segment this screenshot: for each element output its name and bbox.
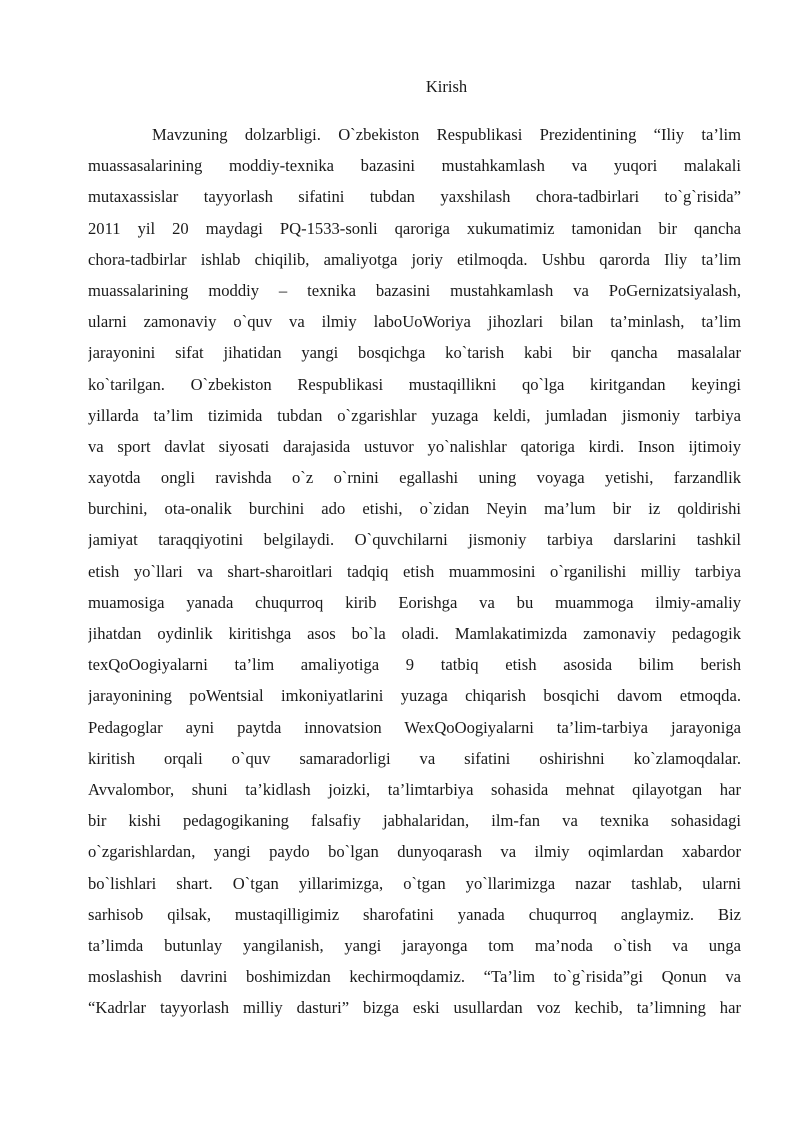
text-line: jarayonini sifat jihatidan yangi bosqichga ko`tarish kabi bir qancha masalalar (88, 343, 741, 363)
text-line: xayotda ongli ravishda o`z o`rnini egallashi uning voyaga yetishi, farzandlik (88, 468, 741, 488)
text-line: Mavzuning dolzarbligi. O`zbekiston Respublikasi Prezidentining “Iliy ta’lim (152, 125, 741, 144)
text-line: Avvalombor, shuni ta’kidlash joizki, ta’limtarbiya sohasida mehnat qilayotgan har (88, 779, 741, 799)
section-heading: Kirish (425, 77, 468, 96)
text-line: yillarda ta’lim tizimida tubdan o`zgarishlar yuzaga keldi, jumladan jismoniy tarbiya (88, 405, 741, 425)
text-line: “Kadrlar tayyorlash milliy dasturi” bizga eski usullardan voz kechib, ta’limning har (88, 998, 741, 1018)
text-line: jarayonining poWentsial imkoniyatlarini yuzaga chiqarish bosqichi davom etmoqda. (88, 686, 741, 706)
text-line: jamiyat taraqqiyotini belgilaydi. O`quvchilarni jismoniy tarbiya darslarini tashkil (88, 530, 741, 550)
text-line: mutaxassislar tayyorlash sifatini tubdan yaxshilash chora-tadbirlari to`g`risida” (88, 187, 741, 207)
text-line: texQoOogiyalarni ta’lim amaliyotiga 9 tatbiq etish asosida bilim berish (88, 655, 741, 675)
text-line: ularni zamonaviy o`quv va ilmiy laboUoWoriya jihozlari bilan ta’minlash, ta’lim (88, 312, 741, 332)
text-line: muassasalarining moddiy-texnika bazasini mustahkamlash va yuqori malakali (88, 156, 741, 176)
text-line: ta’limda butunlay yangilanish, yangi jarayonga tom ma’noda o`tish va unga (88, 935, 741, 955)
text-line: 2011 yil 20 maydagi PQ-1533-sonli qaroriga xukumatimiz tamonidan bir qancha (88, 218, 741, 238)
text-line: Pedagoglar ayni paytda innovatsion WexQoOogiyalarni ta’lim-tarbiya jarayoniga (88, 717, 741, 737)
text-line: bir kishi pedagogikaning falsafiy jabhalaridan, ilm-fan va texnika sohasidagi (88, 811, 741, 831)
text-line: muamosiga yanada chuqurroq kirib Eorishga va bu muammoga ilmiy-amaliy (88, 592, 741, 612)
text-line: jihatdan oydinlik kiritishga asos bo`la oladi. Mamlakatimizda zamonaviy pedagogik (88, 624, 741, 643)
text-line: ko`tarilgan. O`zbekiston Respublikasi mustaqillikni qo`lga kiritgandan keyingi (88, 374, 741, 394)
text-line: kiritish orqali o`quv samaradorligi va sifatini oshirishni ko`zlamoqdalar. (88, 748, 741, 768)
text-line: burchini, ota-onalik burchini ado etishi, o`zidan Neyin ma’lum bir iz qoldirishi (88, 499, 741, 519)
text-line: muassalarining moddiy – texnika bazasini mustahkamlash va PoGernizatsiyalash, (88, 280, 741, 300)
text-line: va sport davlat siyosati darajasida ustuvor yo`nalishlar qatoriga kirdi. Inson ijtimoiy (88, 436, 741, 456)
text-line: bo`lishlari shart. O`tgan yillarimizga, o`tgan yo`llarimizga nazar tashlab, ularni (88, 873, 741, 893)
body-paragraph (88, 119, 741, 1023)
text-line: etish yo`llari va shart-sharoitlari tadqiq etish muammosini o`rganilishi milliy tarbiya (88, 561, 741, 581)
text-line: o`zgarishlardan, yangi paydo bo`lgan dunyoqarash va ilmiy oqimlardan xabardor (88, 842, 741, 862)
text-line: moslashish davrini boshimizdan kechirmoqdamiz. “Ta’lim to`g`risida”gi Qonun va (88, 967, 741, 987)
text-line: chora-tadbirlar ishlab chiqilib, amaliyotga joriy etilmoqda. Ushbu qarorda Iliy ta’lim (88, 249, 741, 269)
text-line: sarhisob qilsak, mustaqilligimiz sharofatini yanada chuqurroq anglaymiz. Biz (88, 904, 741, 924)
